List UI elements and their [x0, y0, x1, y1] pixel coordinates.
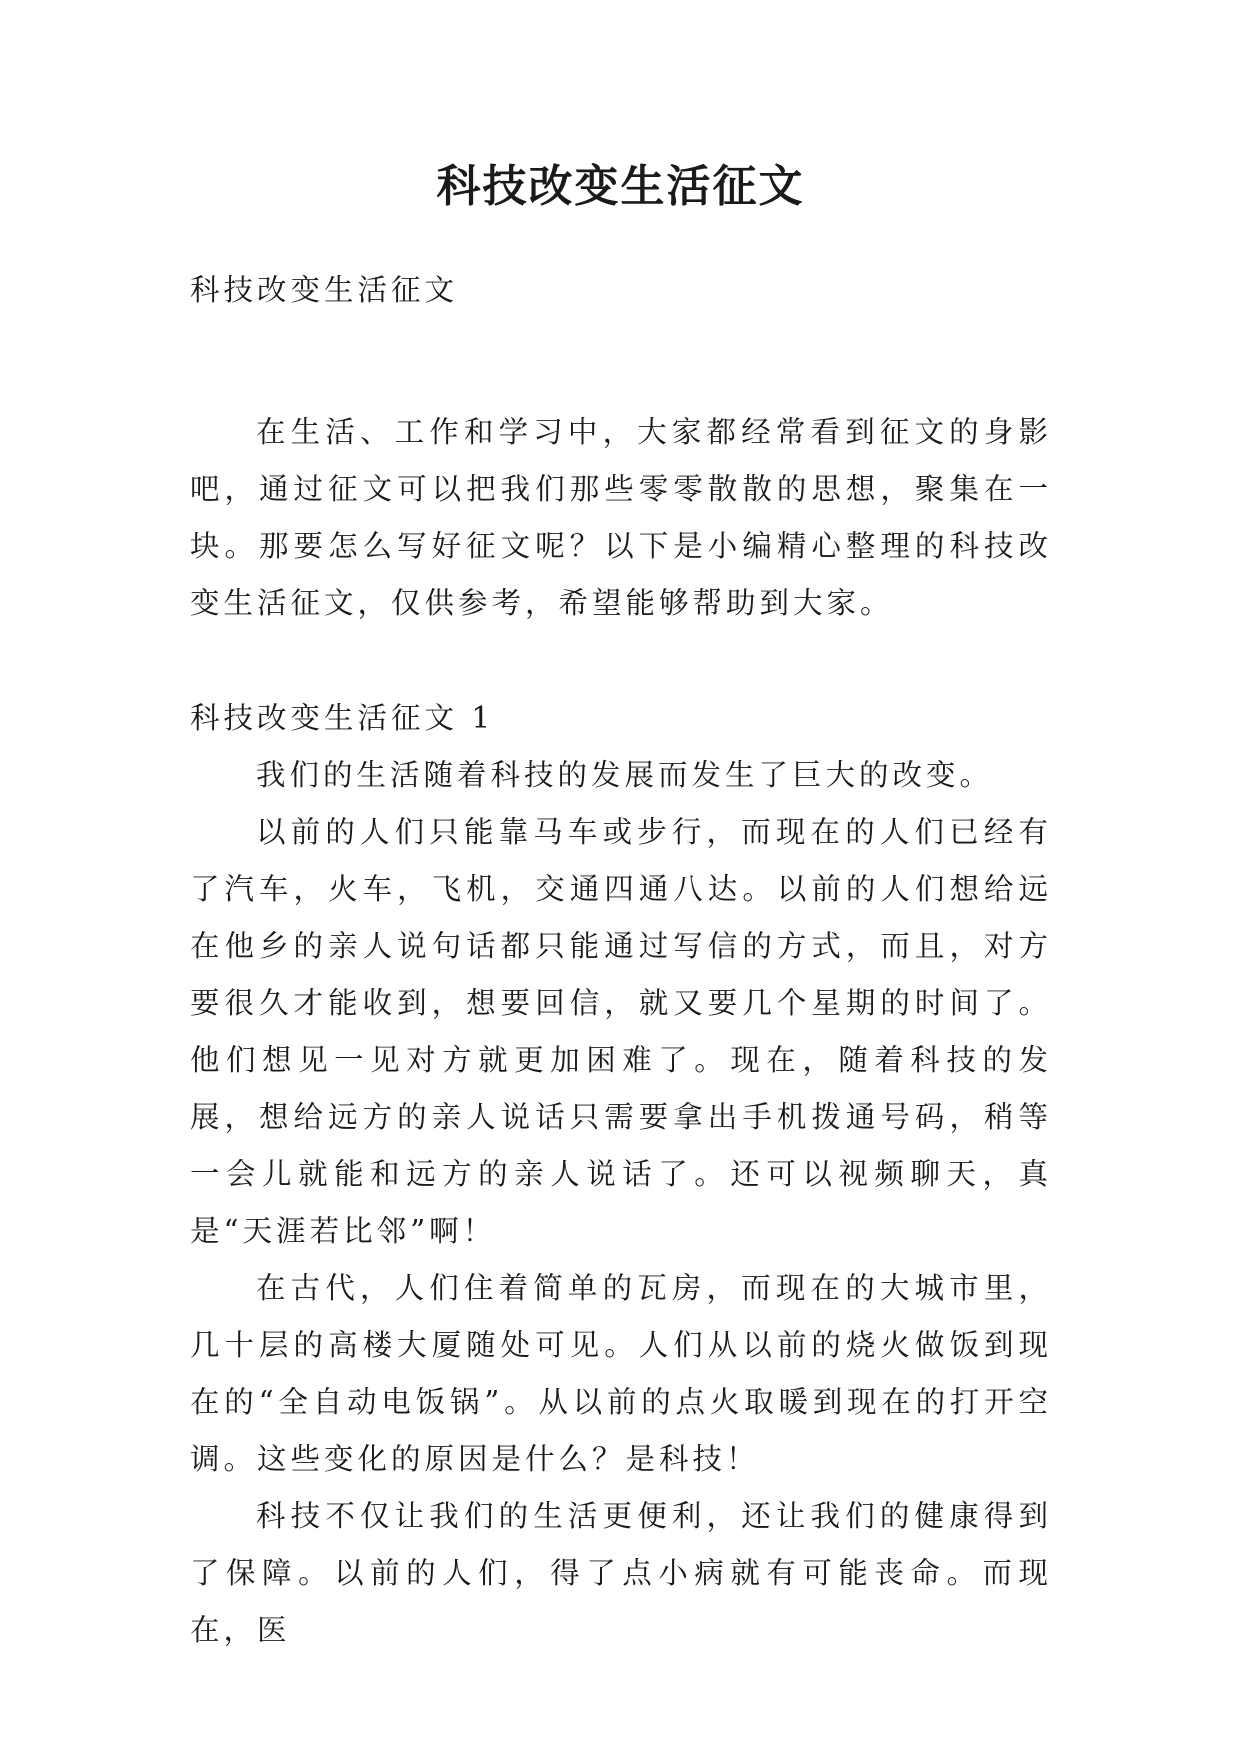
document-subtitle: 科技改变生活征文	[190, 273, 459, 307]
body-paragraph: 在古代，人们住着简单的瓦房，而现在的大城市里，几十层的高楼大厦随处可见。人们从以前的烧火做饭到现在的“全自动电饭锅”。从以前的点火取暖到现在的打开空调。这些变化的原因是什么？是科技！	[190, 1271, 1052, 1476]
section-body	[190, 747, 1052, 1659]
body-paragraph: 我们的生活随着科技的发展而发生了巨大的改变。	[256, 758, 994, 792]
body-paragraph: 科技不仅让我们的生活更便利，还让我们的健康得到了保障。以前的人们，得了点小病就有可能丧命。而现在，医	[190, 1499, 1052, 1647]
section-heading: 科技改变生活征文 1	[190, 701, 495, 735]
document-title: 科技改变生活征文	[436, 161, 805, 212]
intro-paragraph: 在生活、工作和学习中，大家都经常看到征文的身影吧，通过征文可以把我们那些零零散散的思想，聚集在一块。那要怎么写好征文呢？以下是小编精心整理的科技改变生活征文，仅供参考，希望能够帮助到大家。	[190, 415, 1052, 620]
body-paragraph: 以前的人们只能靠马车或步行，而现在的人们已经有了汽车，火车，飞机，交通四通八达。以前的人们想给远在他乡的亲人说句话都只能通过写信的方式，而且，对方要很久才能收到，想要回信，就又要几个星期的时间了。他们想见一见对方就更加困难了。现在，随着科技的发展，想给远方的亲人说话只需要拿出手机拨通号码，稍等一会儿就能和远方的亲人说话了。还可以视频聊天，真是“天涯若比邻”啊！	[190, 815, 1052, 1248]
